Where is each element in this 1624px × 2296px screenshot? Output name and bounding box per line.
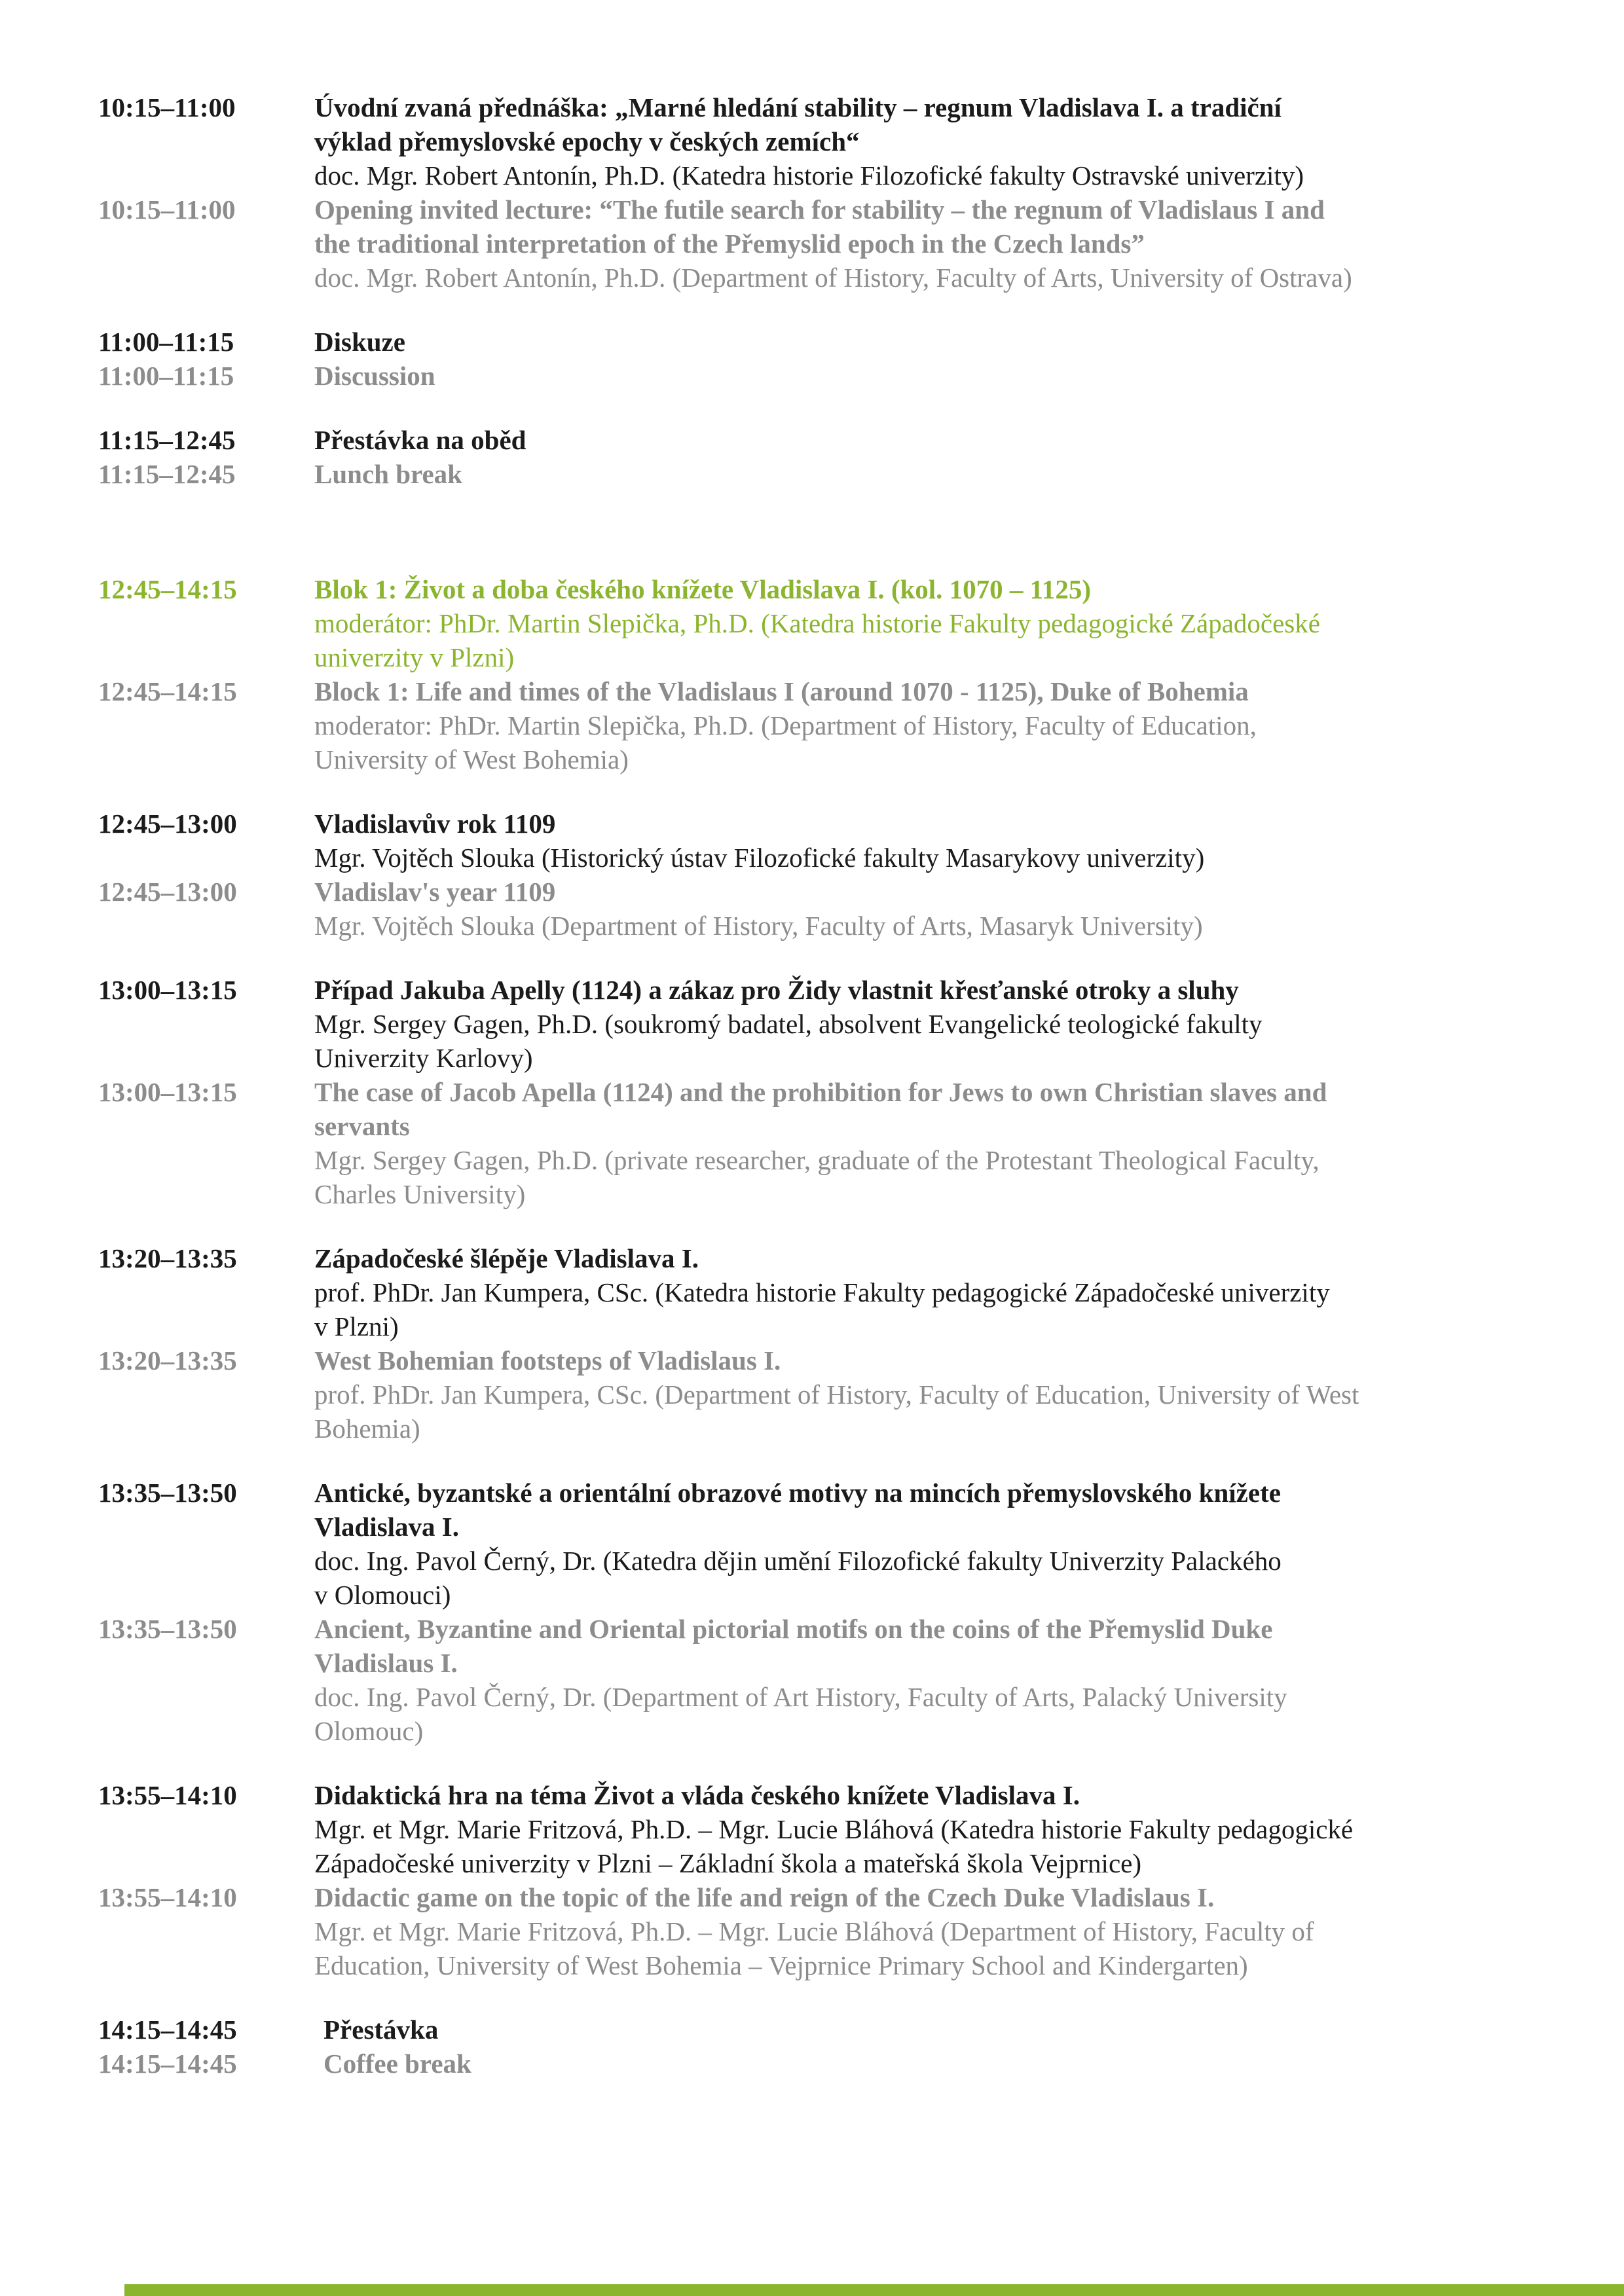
entry-speaker-czech xyxy=(314,1544,1526,1612)
entry-english-row xyxy=(98,1612,1526,1748)
entry-time-czech: 12:45–14:15 xyxy=(98,574,237,604)
text-line: Univerzity Karlovy) xyxy=(314,1043,533,1073)
entry-time-english: 12:45–13:00 xyxy=(98,877,237,907)
schedule-entry-discussion xyxy=(98,325,1526,393)
entry-english-row xyxy=(98,2047,1526,2081)
entry-time-czech: 10:15–11:00 xyxy=(98,92,236,122)
text-line: prof. PhDr. Jan Kumpera, CSc. (Department of History, Faculty of Education, University of West xyxy=(314,1379,1359,1410)
entry-czech-row xyxy=(98,807,1526,875)
entry-title-czech xyxy=(314,973,1526,1007)
entry-time-english: 14:15–14:45 xyxy=(98,2049,237,2079)
entry-time-english: 13:55–14:10 xyxy=(98,1882,237,1912)
entry-speaker-english xyxy=(314,1377,1526,1446)
text-line: Vladislava I. xyxy=(314,1512,459,1542)
entry-time-english: 12:45–14:15 xyxy=(98,676,237,706)
schedule-entry-opening-lecture xyxy=(98,90,1526,295)
text-line: the traditional interpretation of the Přemyslid epoch in the Czech lands” xyxy=(314,228,1145,259)
text-line: výklad přemyslovské epochy v českých zemích“ xyxy=(314,126,860,156)
text-line: Ancient, Byzantine and Oriental pictorial motifs on the coins of the Přemyslid Duke xyxy=(314,1614,1273,1644)
entry-content-english xyxy=(314,1343,1526,1446)
footer-accent-bar xyxy=(124,2284,1624,2296)
text-line: Diskuze xyxy=(314,327,405,357)
text-line: Mgr. Sergey Gagen, Ph.D. (private researcher, graduate of the Protestant Theological Faculty, xyxy=(314,1145,1320,1175)
text-line: University of West Bohemia) xyxy=(314,744,629,774)
entry-content-czech xyxy=(314,423,1526,457)
entry-title-czech xyxy=(314,2013,1526,2047)
entry-content-czech xyxy=(314,1241,1526,1343)
entry-czech-row xyxy=(98,1241,1526,1343)
entry-english-row xyxy=(98,192,1526,295)
text-line: doc. Mgr. Robert Antonín, Ph.D. (Department of History, Faculty of Arts, University of Ostrava) xyxy=(314,263,1352,293)
entry-title-czech xyxy=(314,807,1526,841)
entry-english-row xyxy=(98,1880,1526,1982)
text-line: Didactic game on the topic of the life and reign of the Czech Duke Vladislaus I. xyxy=(314,1882,1215,1912)
text-line: Vladislav's year 1109 xyxy=(314,877,556,907)
entry-title-english xyxy=(314,457,1526,491)
entry-czech-row xyxy=(98,90,1526,192)
entry-czech-row xyxy=(98,572,1526,674)
entry-time-czech: 14:15–14:45 xyxy=(98,2014,237,2045)
entry-time-english: 13:35–13:50 xyxy=(98,1614,237,1644)
entry-speaker-czech xyxy=(314,1812,1526,1880)
entry-time-english: 11:00–11:15 xyxy=(98,361,234,391)
schedule-entry-coffee-break xyxy=(98,2013,1526,2081)
entry-time-czech: 11:15–12:45 xyxy=(98,425,236,455)
entry-title-english xyxy=(314,1343,1526,1377)
entry-title-czech xyxy=(314,572,1526,606)
text-line: doc. Ing. Pavol Černý, Dr. (Department of Art History, Faculty of Arts, Palacký University xyxy=(314,1682,1287,1712)
text-line: moderator: PhDr. Martin Slepička, Ph.D. (Department of History, Faculty of Education, xyxy=(314,710,1257,740)
schedule-entry-didactic-game xyxy=(98,1778,1526,1982)
entry-content-english xyxy=(314,1612,1526,1748)
entry-time-czech: 13:55–14:10 xyxy=(98,1780,237,1810)
entry-english-row xyxy=(98,457,1526,491)
text-line: Discussion xyxy=(314,361,435,391)
text-line: Coffee break xyxy=(323,2049,471,2079)
entry-english-row xyxy=(98,674,1526,776)
text-line: Západočeské univerzity v Plzni – Základní škola a mateřská škola Vejprnice) xyxy=(314,1848,1141,1878)
entry-content-english xyxy=(314,875,1526,943)
entry-speaker-czech xyxy=(314,1275,1526,1343)
schedule-entry-block1-header xyxy=(98,572,1526,776)
entry-english-row xyxy=(98,875,1526,943)
text-line: Didaktická hra na téma Život a vláda českého knížete Vladislava I. xyxy=(314,1780,1080,1810)
entry-time-english: 13:20–13:35 xyxy=(98,1345,237,1376)
schedule-entry-vladislav-year-1109 xyxy=(98,807,1526,943)
entry-speaker-english xyxy=(314,1914,1526,1982)
entry-time-english: 13:00–13:15 xyxy=(98,1077,237,1107)
text-line: Education, University of West Bohemia – Vejprnice Primary School and Kindergarten) xyxy=(314,1950,1248,1980)
entry-content-czech xyxy=(314,807,1526,875)
entry-speaker-czech xyxy=(314,158,1526,192)
entry-time-english: 10:15–11:00 xyxy=(98,194,236,225)
entry-title-english xyxy=(314,674,1526,708)
entry-czech-row xyxy=(98,1476,1526,1612)
entry-title-english xyxy=(314,1880,1526,1914)
text-line: The case of Jacob Apella (1124) and the prohibition for Jews to own Christian slaves and xyxy=(314,1077,1327,1107)
entry-time-czech: 13:20–13:35 xyxy=(98,1243,237,1273)
entry-content-czech xyxy=(314,2013,1526,2047)
entry-content-english xyxy=(314,674,1526,776)
entry-title-czech xyxy=(314,423,1526,457)
text-line: Mgr. Sergey Gagen, Ph.D. (soukromý badatel, absolvent Evangelické teologické fakulty xyxy=(314,1009,1263,1039)
entry-speaker-english xyxy=(314,909,1526,943)
text-line: v Plzni) xyxy=(314,1311,399,1341)
text-line: Mgr. Vojtěch Slouka (Historický ústav Filozofické fakulty Masarykovy univerzity) xyxy=(314,843,1205,873)
schedule-entry-coin-motifs xyxy=(98,1476,1526,1748)
entry-czech-row xyxy=(98,423,1526,457)
entry-content-english xyxy=(314,1880,1526,1982)
text-line: Mgr. et Mgr. Marie Fritzová, Ph.D. – Mgr. Lucie Bláhová (Department of History, Faculty of xyxy=(314,1916,1314,1946)
entry-time-czech: 12:45–13:00 xyxy=(98,809,237,839)
entry-content-english xyxy=(314,192,1526,295)
entry-title-english xyxy=(314,1612,1526,1680)
entry-content-czech xyxy=(314,90,1526,192)
text-line: Mgr. Vojtěch Slouka (Department of History, Faculty of Arts, Masaryk University) xyxy=(314,911,1203,941)
entry-title-czech xyxy=(314,1476,1526,1544)
text-line: Mgr. et Mgr. Marie Fritzová, Ph.D. – Mgr. Lucie Bláhová (Katedra historie Fakulty pedagogické xyxy=(314,1814,1354,1844)
text-line: Antické, byzantské a orientální obrazové motivy na mincích přemyslovského knížete xyxy=(314,1478,1281,1508)
schedule-entry-jacob-apella xyxy=(98,973,1526,1211)
entry-czech-row xyxy=(98,1778,1526,1880)
entry-content-czech xyxy=(314,572,1526,674)
entry-time-czech: 13:00–13:15 xyxy=(98,975,237,1005)
entry-english-row xyxy=(98,359,1526,393)
entry-czech-row xyxy=(98,2013,1526,2047)
entry-content-czech xyxy=(314,973,1526,1075)
entry-title-english xyxy=(314,1075,1526,1143)
schedule-entry-west-bohemian-footsteps xyxy=(98,1241,1526,1446)
entry-content-czech xyxy=(314,1476,1526,1612)
text-line: Block 1: Life and times of the Vladislaus I (around 1070 - 1125), Duke of Bohemia xyxy=(314,676,1249,706)
entry-time-czech: 11:00–11:15 xyxy=(98,327,234,357)
text-line: prof. PhDr. Jan Kumpera, CSc. (Katedra historie Fakulty pedagogické Západočeské univerzity xyxy=(314,1277,1330,1307)
entry-speaker-czech xyxy=(314,841,1526,875)
entry-speaker-czech xyxy=(314,1007,1526,1075)
entry-title-czech xyxy=(314,1241,1526,1275)
text-line: doc. Ing. Pavol Černý, Dr. (Katedra dějin umění Filozofické fakulty Univerzity Palackého xyxy=(314,1546,1282,1576)
text-line: West Bohemian footsteps of Vladislaus I. xyxy=(314,1345,781,1376)
text-line: moderátor: PhDr. Martin Slepička, Ph.D. (Katedra historie Fakulty pedagogické Západočeské xyxy=(314,608,1320,638)
text-line: Případ Jakuba Apelly (1124) a zákaz pro Židy vlastnit křesťanské otroky a sluhy xyxy=(314,975,1239,1005)
entry-content-english xyxy=(314,1075,1526,1211)
text-line: Lunch break xyxy=(314,459,462,489)
text-line: v Olomouci) xyxy=(314,1580,451,1610)
entry-moderator-czech xyxy=(314,606,1526,674)
entry-content-english xyxy=(314,359,1526,393)
entry-content-english xyxy=(314,2047,1526,2081)
entry-title-english xyxy=(314,192,1526,261)
entry-speaker-english xyxy=(314,1143,1526,1211)
entry-title-english xyxy=(314,875,1526,909)
text-line: Vladislaus I. xyxy=(314,1648,458,1678)
entry-moderator-english xyxy=(314,708,1526,776)
text-line: Charles University) xyxy=(314,1179,526,1209)
entry-speaker-english xyxy=(314,261,1526,295)
text-line: Opening invited lecture: “The futile search for stability – the regnum of Vladislaus I and xyxy=(314,194,1325,225)
text-line: univerzity v Plzni) xyxy=(314,642,515,672)
text-line: Blok 1: Život a doba českého knížete Vladislava I. (kol. 1070 – 1125) xyxy=(314,574,1092,604)
text-line: Vladislavův rok 1109 xyxy=(314,809,556,839)
text-line: Přestávka na oběd xyxy=(314,425,526,455)
entry-time-czech: 13:35–13:50 xyxy=(98,1478,237,1508)
text-line: Úvodní zvaná přednáška: „Marné hledání stability – regnum Vladislava I. a tradiční xyxy=(314,92,1282,122)
text-line: Přestávka xyxy=(323,2014,439,2045)
entry-title-english xyxy=(314,359,1526,393)
entry-english-row xyxy=(98,1075,1526,1211)
entry-czech-row xyxy=(98,325,1526,359)
entry-speaker-english xyxy=(314,1680,1526,1748)
entry-content-czech xyxy=(314,1778,1526,1880)
text-line: Bohemia) xyxy=(314,1413,420,1444)
entry-title-czech xyxy=(314,325,1526,359)
entry-title-english xyxy=(314,2047,1526,2081)
text-line: Olomouc) xyxy=(314,1716,424,1746)
entry-english-row xyxy=(98,1343,1526,1446)
entry-title-czech xyxy=(314,1778,1526,1812)
entry-content-english xyxy=(314,457,1526,491)
entry-content-czech xyxy=(314,325,1526,359)
entry-time-english: 11:15–12:45 xyxy=(98,459,236,489)
entry-czech-row xyxy=(98,973,1526,1075)
schedule-entry-lunch-break xyxy=(98,423,1526,491)
text-line: Západočeské šlépěje Vladislava I. xyxy=(314,1243,699,1273)
text-line: doc. Mgr. Robert Antonín, Ph.D. (Katedra historie Filozofické fakulty Ostravské univerzity) xyxy=(314,160,1304,191)
entry-title-czech xyxy=(314,90,1526,158)
text-line: servants xyxy=(314,1111,410,1141)
